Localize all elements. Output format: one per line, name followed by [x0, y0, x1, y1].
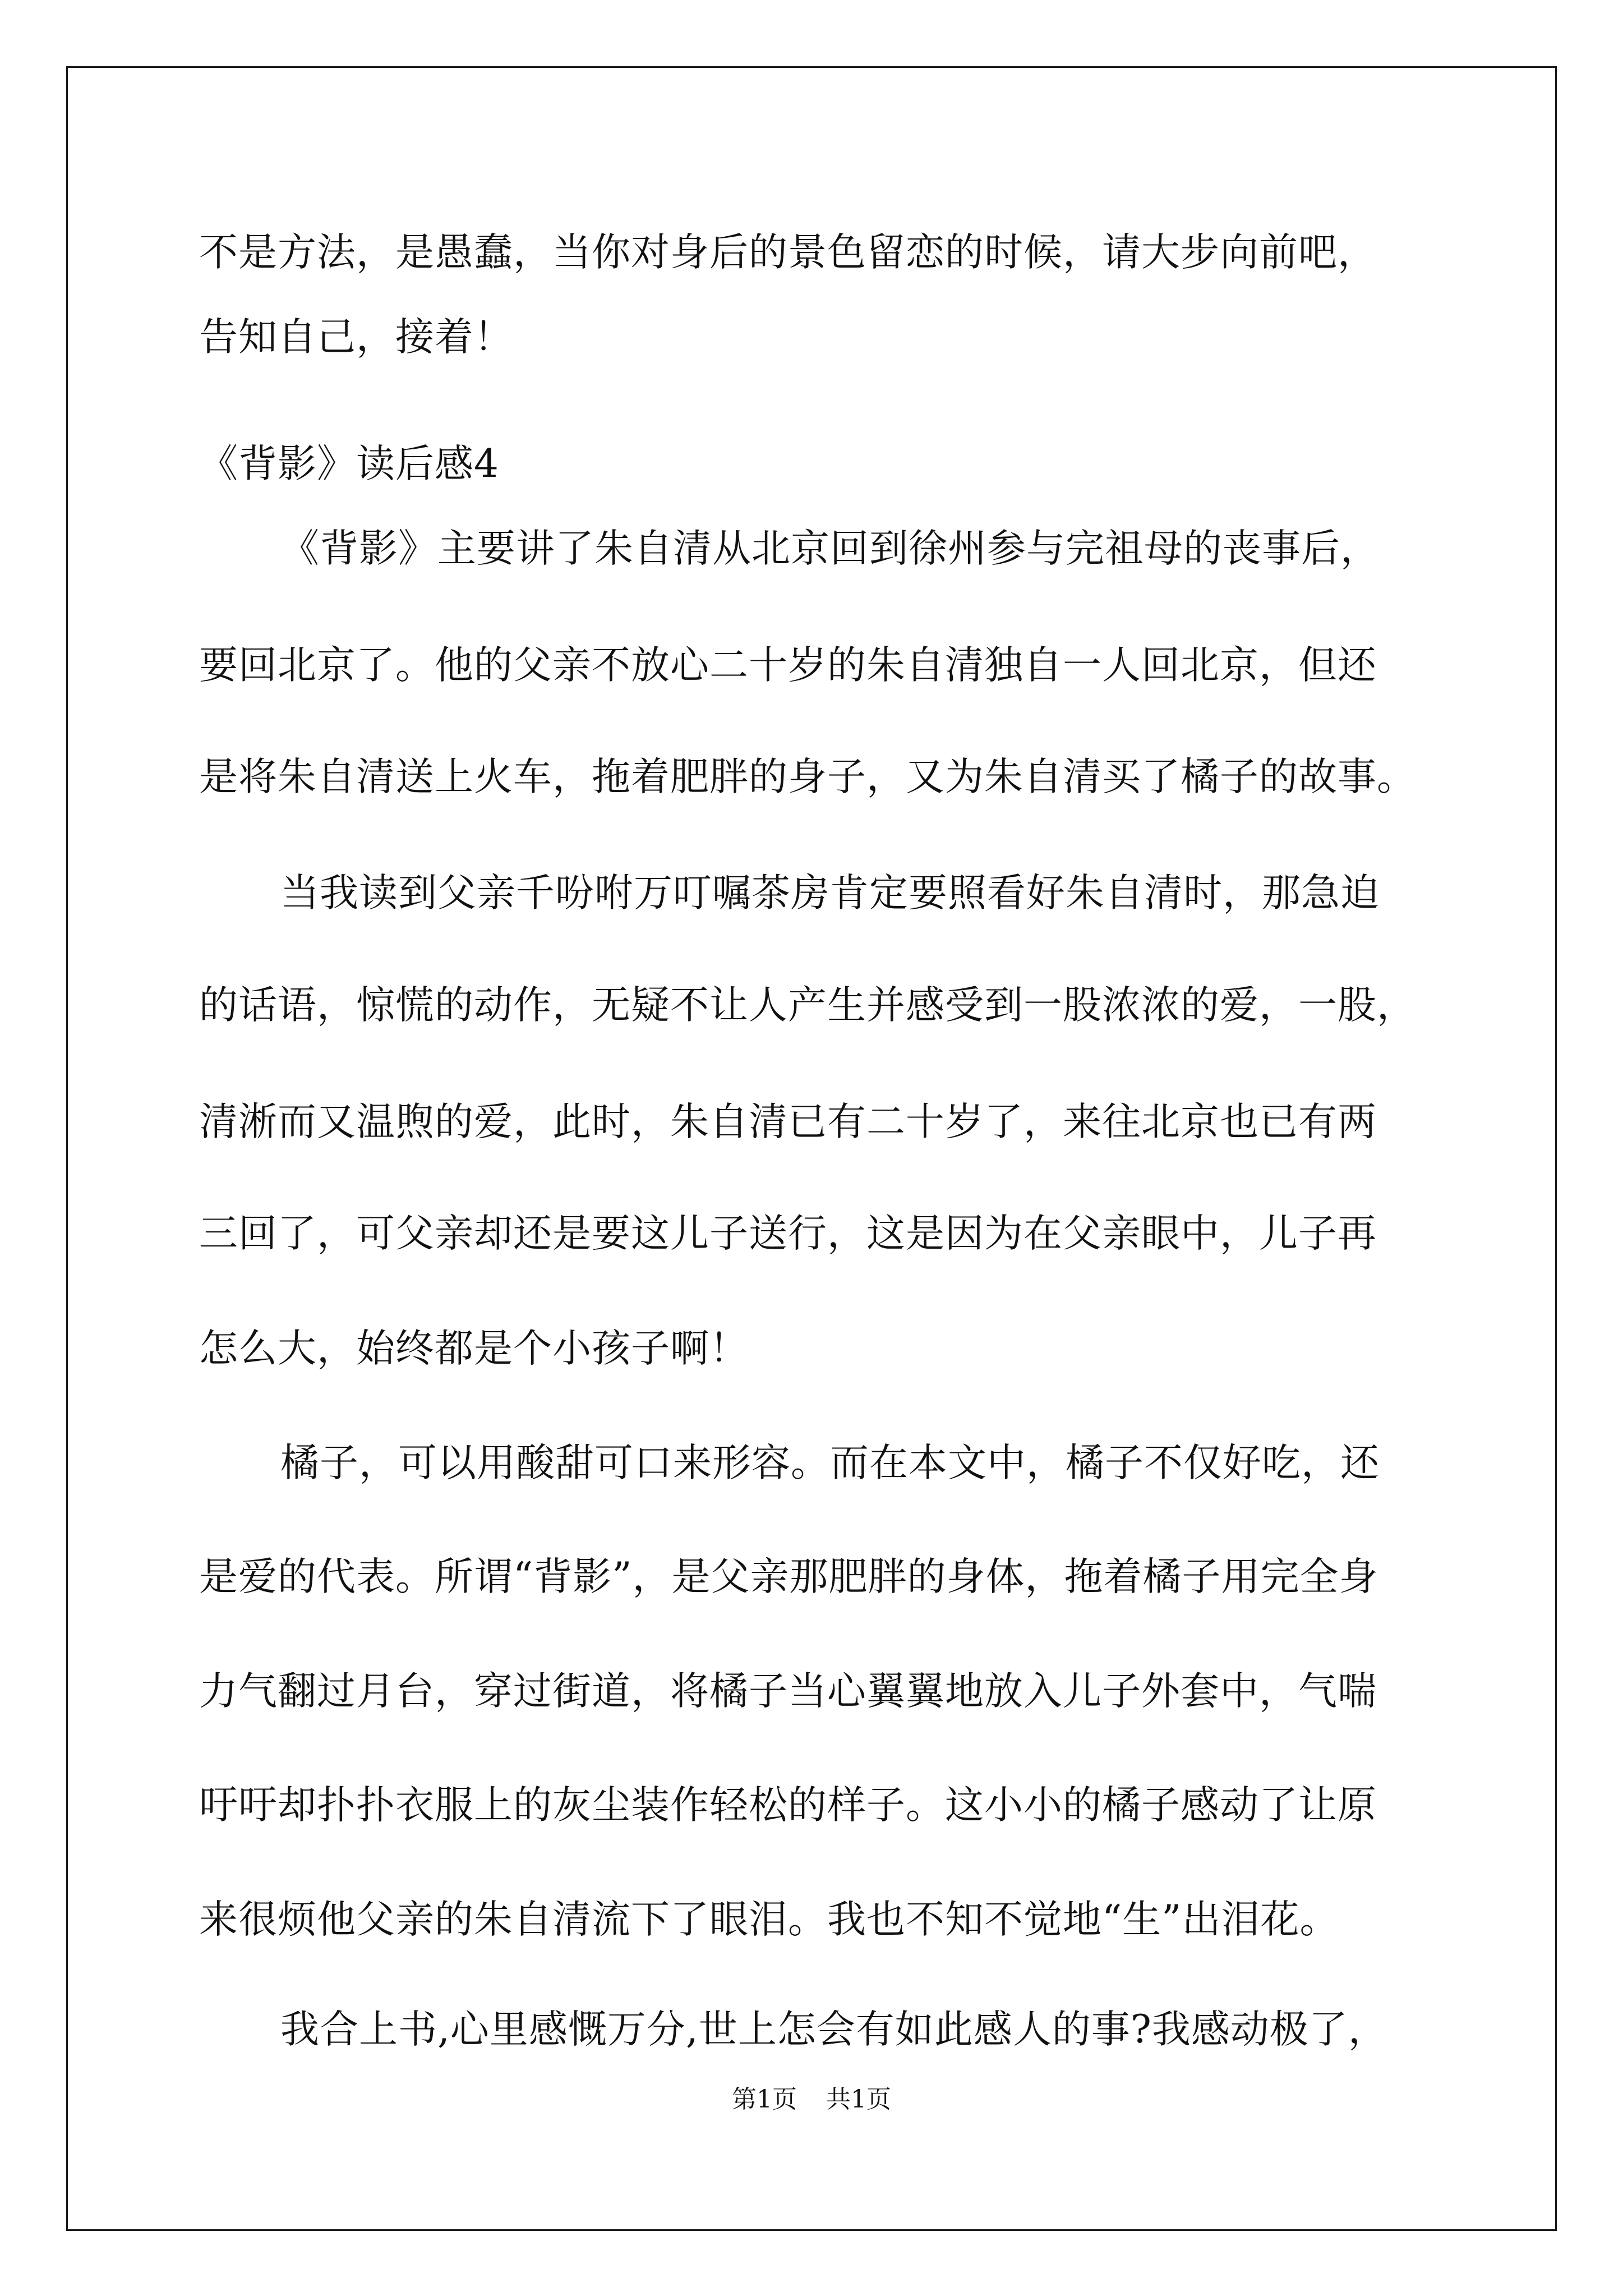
paragraph-3-line-5: 来很烦他父亲的朱自清流下了眼泪。我也不知不觉地“生”出泪花。	[199, 1897, 1339, 1942]
paragraph-3-line-2: 是爱的代表。所谓“背影”，是父亲那肥胖的身体，拖着橘子用完全身	[199, 1554, 1378, 1599]
section-heading: 《背影》读后感4	[199, 441, 499, 486]
paragraph-2-line-4: 三回了，可父亲却还是要这儿子送行，这是因为在父亲眼中，儿子再	[199, 1211, 1377, 1256]
paragraph-1-line-2: 要回北京了。他的父亲不放心二十岁的朱自清独自一人回北京，但还	[199, 643, 1377, 688]
paragraph-2-line-1: 当我读到父亲千吩咐万叮嘱茶房肯定要照看好朱自清时，那急迫	[280, 871, 1380, 915]
page-number-current: 第1页	[732, 2085, 797, 2114]
paragraph-2-line-5: 怎么大，始终都是个小孩子啊！	[199, 1326, 749, 1371]
paragraph-3-line-1: 橘子，可以用酸甜可口来形容。而在本文中，橘子不仅好吃，还	[280, 1441, 1380, 1485]
text-line-2: 告知自己，接着！	[199, 315, 513, 360]
paragraph-4-line-1: 我合上书,心里感慨万分,世上怎会有如此感人的事?我感动极了，	[280, 2007, 1387, 2052]
paragraph-2-line-3: 清淅而又温煦的爱，此时，朱自清已有二十岁了，来往北京也已有两	[199, 1099, 1377, 1144]
paragraph-3-line-3: 力气翻过月台，穿过街道，将橘子当心翼翼地放入儿子外套中，气喘	[199, 1669, 1377, 1714]
paragraph-1-line-3: 是将朱自清送上火车，拖着肥胖的身子，又为朱自清买了橘子的故事。	[199, 754, 1416, 799]
paragraph-1-line-1: 《背影》主要讲了朱自清从北京回到徐州参与完祖母的丧事后，	[280, 526, 1380, 571]
page-number-total: 共1页	[826, 2085, 891, 2114]
text-line-1: 不是方法，是愚蠢，当你对身后的景色留恋的时候，请大步向前吧，	[199, 230, 1377, 275]
paragraph-2-line-2: 的话语，惊慌的动作，无疑不让人产生并感受到一股浓浓的爱，一股，	[199, 983, 1416, 1028]
paragraph-3-line-4: 吁吁却扑扑衣服上的灰尘装作轻松的样子。这小小的橘子感动了让原	[199, 1783, 1377, 1828]
page-footer	[0, 2084, 1623, 2115]
